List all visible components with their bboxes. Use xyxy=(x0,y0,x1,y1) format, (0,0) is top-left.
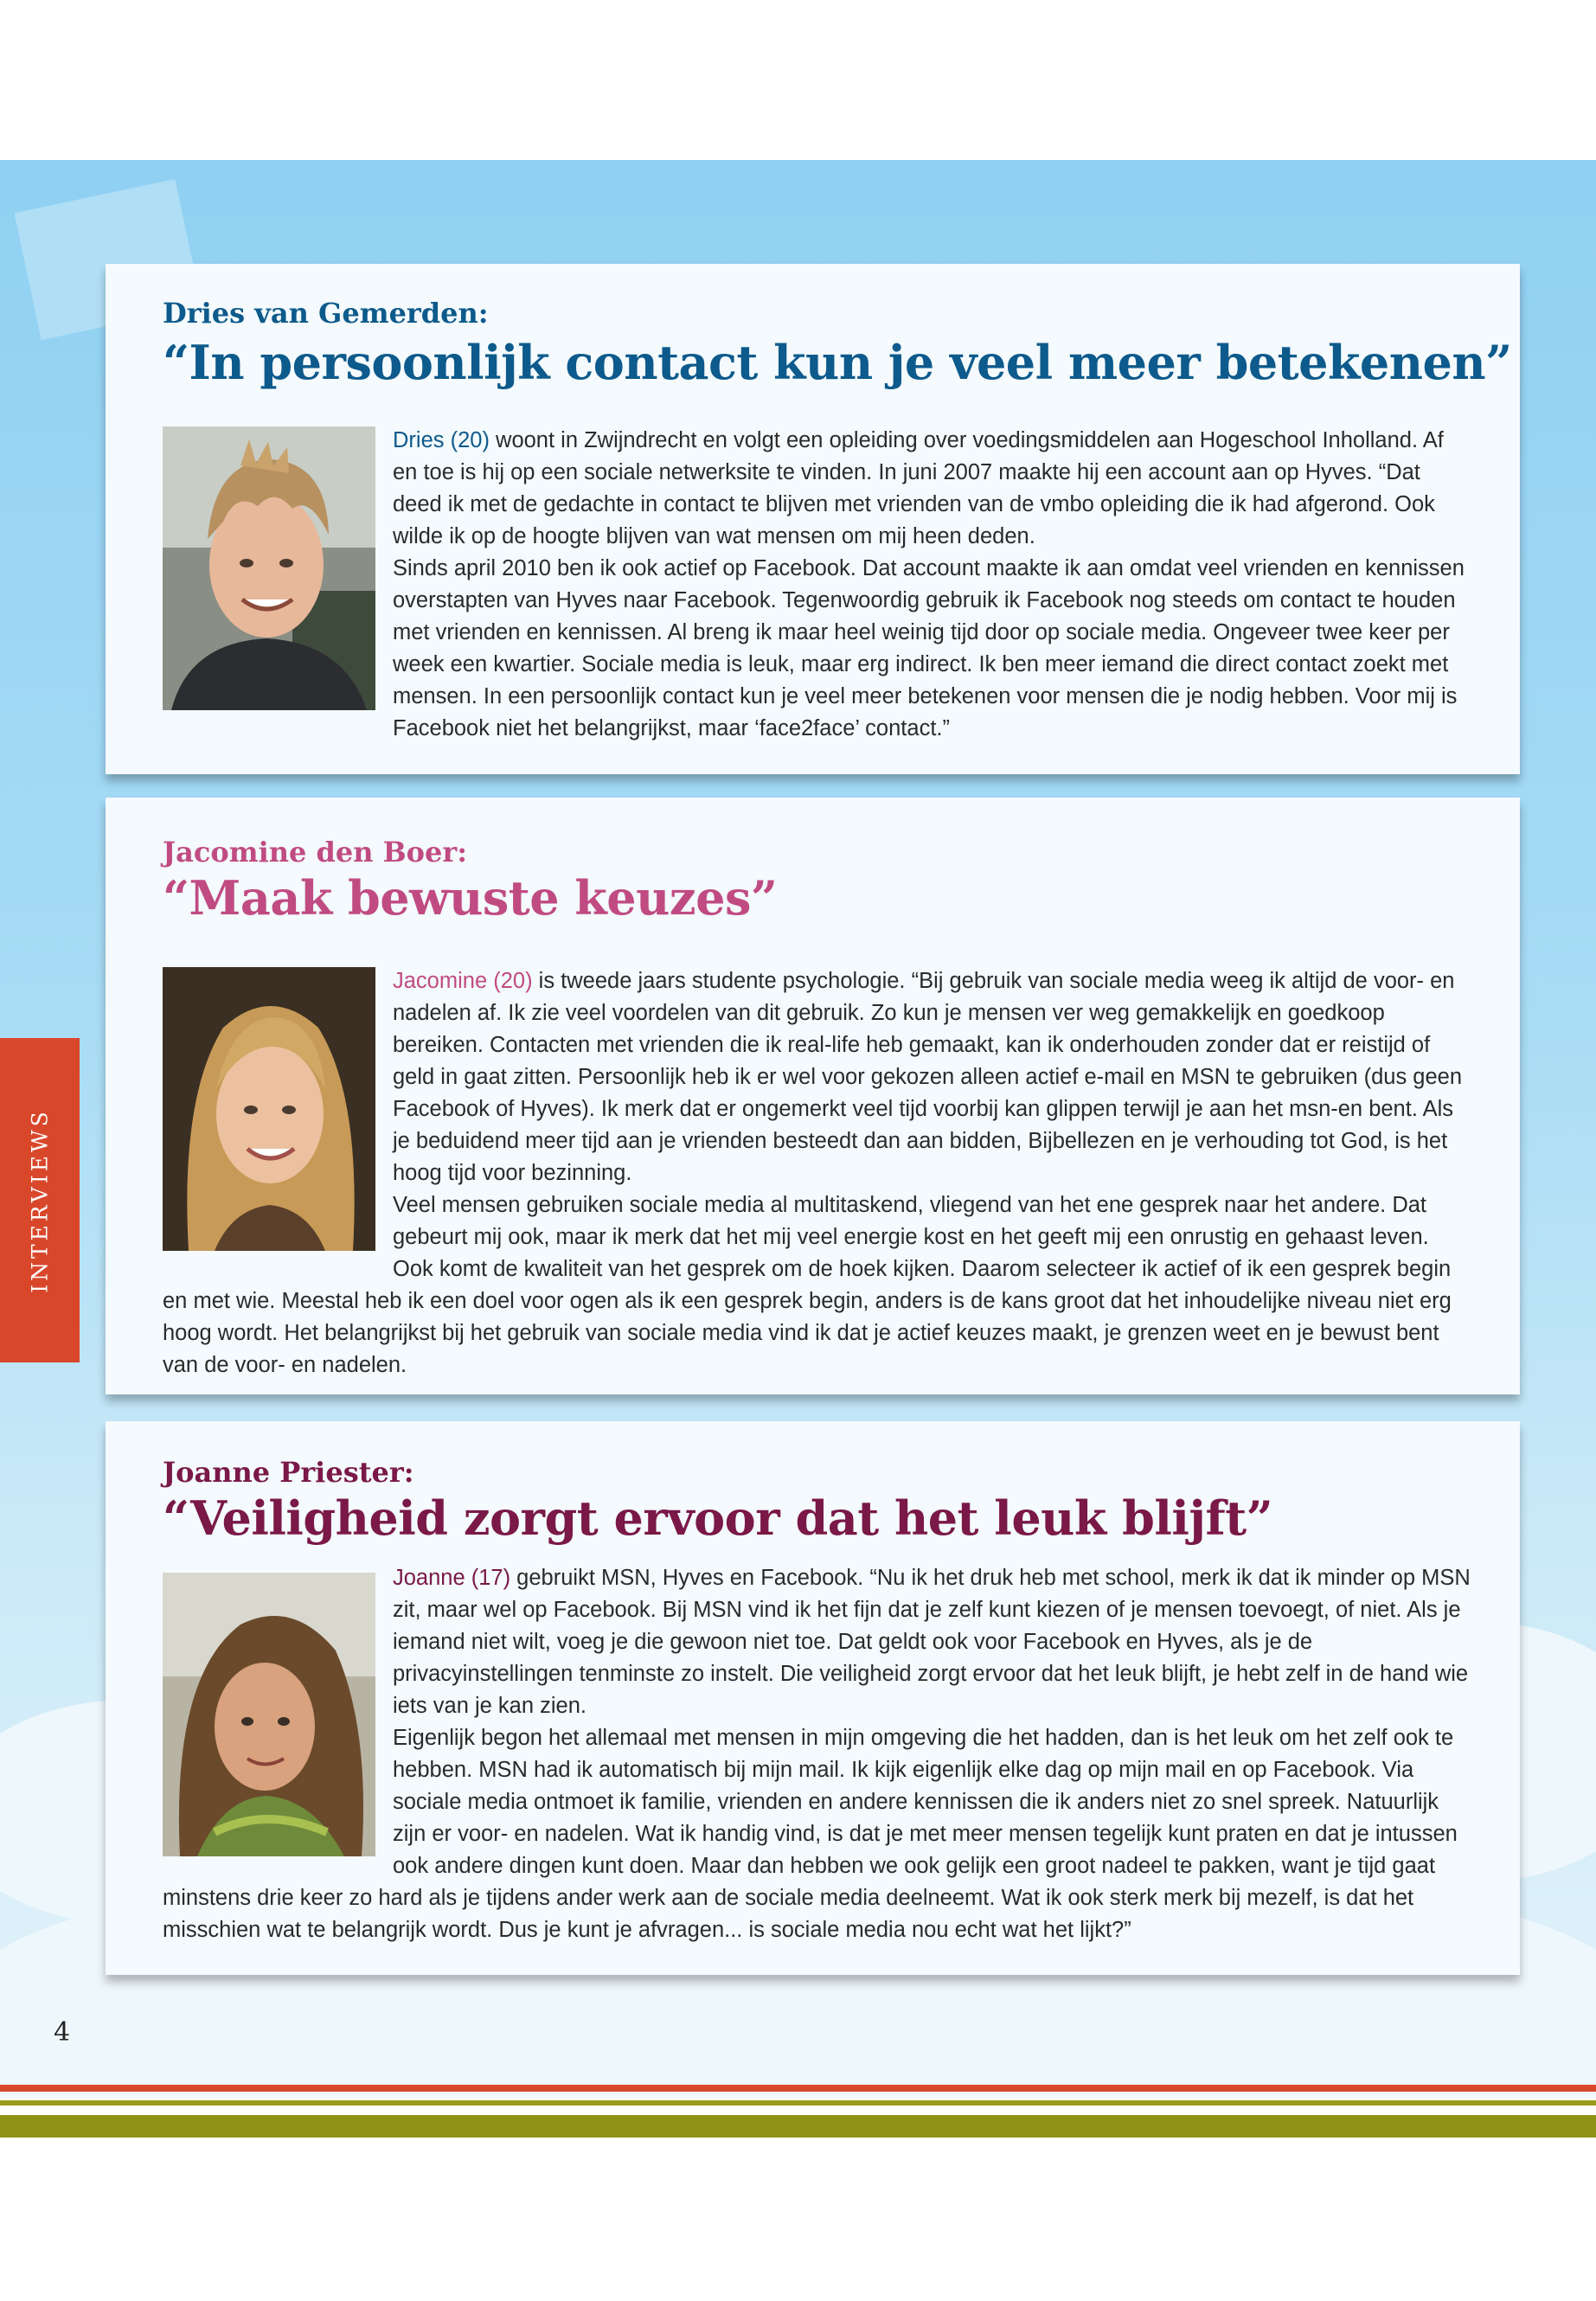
interviewee-lead: Jacomine (20) xyxy=(393,969,533,993)
interview-body xyxy=(163,965,1473,1381)
photo-spacer xyxy=(163,1562,393,1855)
interview-body xyxy=(393,425,1470,745)
paragraph: Eigenlijk begon het allemaal met mensen in mijn omgeving die het hadden, dan is het leuk om het zelf ook te hebben. MSN had ik automatisch bij mijn mail. Ik kijk eigenlijk elke dag op mijn mail en op Facebook. Via sociale media ontmoet ik familie, vrienden en andere kennissen die ik anders niet zo snel spreek. Natuurlijk zijn er voor- en nadelen. Wat ik handig vind, is dat je met meer mensen tegelijk kunt praten en dat je intussen ook andere dingen kunt doen. Maar dan hebben we ook gelijk een groot nadeel te pakken, want je tijd gaat minstens drie keer zo hard als je tijdens ander werk aan de sociale media deelneemt. Wat ik ook sterk merk bij mezelf, is dat het misschien wat te belangrijk wordt. Dus je kunt je afvragen... is sociale media nou echt wat het lijkt?” xyxy=(163,1726,1458,1942)
interview-card-joanne xyxy=(106,1421,1520,1975)
interviewee-lead: Dries (20) xyxy=(393,428,490,452)
portrait-young-man-icon xyxy=(163,426,375,710)
interviewee-lead: Joanne (17) xyxy=(393,1566,511,1590)
footer-stripe-olive-thin xyxy=(0,2100,1596,2106)
interviewee-name: Dries van Gemerden: xyxy=(163,297,489,330)
footer-stripe-olive xyxy=(0,2115,1596,2138)
paragraph: is tweede jaars studente psychologie. “Bij gebruik van sociale media weeg ik altijd de voor- en nadelen af. Ik zie veel voordelen van dit gebruik. Zo kun je mensen ver weg gemakkelijk en goedkoop bereiken. Contacten met vrienden die ik real-life heb gemaakt, kan ik onderhouden zonder dat er reistijd of geld in gaat zitten. Persoonlijk heb ik er wel voor gekozen alleen actief e-mail en MSN te gebruiken (dus geen Facebook of Hyves). Ik merk dat er ongemerkt veel tijd voorbij kan glippen terwijl je aan het msn-en bent. Als je beduidend meer tijd aan je vrienden besteedt dan aan bidden, Bijbellezen en je verhouding tot God, is het hoog tijd voor bezinning. xyxy=(393,969,1463,1185)
paragraph: woont in Zwijndrecht en volgt een opleiding over voedingsmiddelen aan Hogeschool Inholland. Af en toe is hij op een sociale netwerksite te vinden. In juni 2007 maakte hij een account aan op Hyves. “Dat deed ik met de gedachte in contact te blijven met vrienden van de vmbo opleiding die ik had afgerond. Ook wilde ik op de hoogte blijven van wat mensen om mij heen deden. xyxy=(393,428,1444,548)
interviewee-name: Jacomine den Boer: xyxy=(163,836,468,868)
footer-stripe-red xyxy=(0,2085,1596,2092)
portrait-photo xyxy=(163,426,375,710)
paragraph: Veel mensen gebruiken sociale media al multitaskend, vliegend van het ene gesprek naar het andere. Dat gebeurt mij ook, maar ik merk dat het mij veel energie kost en het geeft mij een onrustig en gehaast leven. Ook komt de kwaliteit van het gesprek om de hoek kijken. Daarom selecteer ik actief of ik een gesprek begin en met wie. Meestal heb ik een doel voor ogen als ik een gesprek begin, anders is de kans groot dat het inhoudelijke niveau niet erg hoog wordt. Het belangrijkst bij het gebruik van sociale media vind ik dat je actief keuzes maakt, je grenzen weet en je bewust bent van de voor- en nadelen. xyxy=(163,1193,1452,1377)
interview-quote: “Maak bewuste keuzes” xyxy=(163,870,778,926)
photo-spacer xyxy=(163,965,393,1258)
paragraph: gebruikt MSN, Hyves en Facebook. “Nu ik het druk heb met school, merk ik dat ik minder op MSN zit, maar wel op Facebook. Bij MSN vind ik het fijn dat je zelf kunt kiezen of je mensen toevoegt, of niet. Als je iemand niet wilt, voeg je die gewoon niet toe. Dat geldt ook voor Facebook en Hyves, als je de privacyinstellingen tenminste zo instelt. Die veiligheid zorgt ervoor dat het leuk blijft, je hebt zelf in de hand wie iets van je kan zien. xyxy=(393,1566,1471,1718)
section-label: INTERVIEWS xyxy=(27,1108,53,1293)
interviewee-name: Joanne Priester: xyxy=(163,1456,414,1489)
interview-quote: “In persoonlijk contact kun je veel meer betekenen” xyxy=(163,335,1512,390)
interview-card-jacomine xyxy=(106,798,1520,1394)
interview-card-dries xyxy=(106,264,1520,774)
interview-body xyxy=(163,1562,1473,1946)
interview-quote: “Veiligheid zorgt ervoor dat het leuk blijft” xyxy=(163,1490,1273,1546)
paragraph: Sinds april 2010 ben ik ook actief op Facebook. Dat account maakte ik aan omdat veel vrienden en kennissen overstapten van Hyves naar Facebook. Tegenwoordig gebruik ik Facebook nog steeds om contact te houden met vrienden en kennissen. Al breng ik maar heel weinig tijd door op sociale media. Ongeveer twee keer per week een kwartier. Sociale media is leuk, maar erg indirect. Ik ben meer iemand die direct contact zoekt met mensen. In een persoonlijk contact kun je veel meer betekenen voor mensen die je nodig hebben. Voor mij is Facebook niet het belangrijkst, maar ‘face2face’ contact.” xyxy=(393,556,1465,740)
page-number: 4 xyxy=(54,2017,71,2048)
